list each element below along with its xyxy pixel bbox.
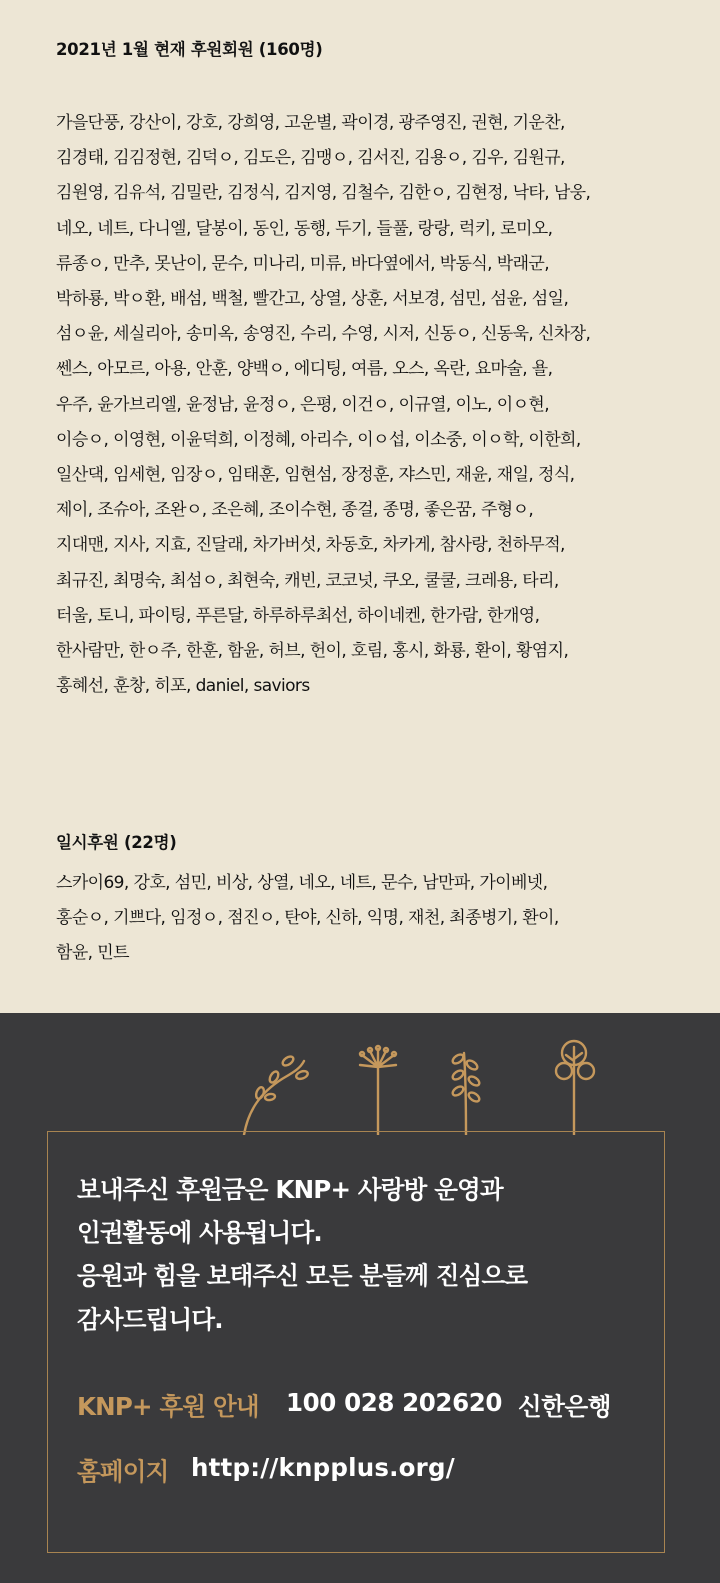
thanks-section xyxy=(0,1013,720,1583)
plant-ornaments-icon xyxy=(230,1031,630,1135)
regular-supporters-title: 2021년 1월 현재 후원회원 (160명) xyxy=(56,40,323,59)
name-line: 스카이69, 강호, 섬민, 비상, 상열, 네오, 네트, 문수, 남만파, 가이베넷, xyxy=(56,873,548,893)
thanks-line: 응원과 힘을 보태주신 모든 분들께 진심으로 xyxy=(77,1261,528,1290)
thanks-line: 인권활동에 사용됩니다. xyxy=(77,1218,322,1247)
homepage-link[interactable]: http://knpplus.org/ xyxy=(191,1453,455,1482)
name-line: 우주, 윤가브리엘, 윤정남, 윤정ㅇ, 은평, 이건ㅇ, 이규열, 이노, 이ㅇ현, xyxy=(56,394,550,415)
name-line: 네오, 네트, 다니엘, 달봉이, 동인, 동행, 두기, 들풀, 랑랑, 럭키, 로미오, xyxy=(56,218,553,239)
name-line: 제이, 조슈아, 조완ㅇ, 조은혜, 조이수현, 종걸, 종명, 좋은꿈, 주형ㅇ, xyxy=(56,500,534,521)
name-line: 지대맨, 지사, 지효, 진달래, 차가버섯, 차동호, 차카게, 참사랑, 천하무적, xyxy=(56,535,565,556)
donation-label: KNP+ 후원 안내 xyxy=(77,1392,259,1421)
name-line: 쎈스, 아모르, 아용, 안훈, 양백ㅇ, 에디팅, 여름, 오스, 옥란, 요마술, 욜, xyxy=(56,359,553,380)
name-line: 최규진, 최명숙, 최섬ㅇ, 최현숙, 캐빈, 코코넛, 쿠오, 쿨쿨, 크레용, 타리, xyxy=(56,570,559,591)
name-line: 가을단풍, 강산이, 강호, 강희영, 고운별, 곽이경, 광주영진, 권현, 기운찬, xyxy=(56,113,565,133)
thanks-line: 감사드립니다. xyxy=(77,1305,223,1334)
name-line: 홍순ㅇ, 기쁘다, 임정ㅇ, 점진ㅇ, 탄야, 신하, 익명, 재천, 최종병기, 환이, xyxy=(56,908,559,929)
name-line: 류종ㅇ, 만추, 못난이, 문수, 미나리, 미류, 바다옆에서, 박동식, 박래군, xyxy=(56,253,550,274)
name-line: 일산댁, 임세현, 임장ㅇ, 임태훈, 임현섬, 장정훈, 쟈스민, 재윤, 재일, 정식, xyxy=(56,465,575,486)
name-line: 박하룡, 박ㅇ환, 배섬, 백철, 빨간고, 상열, 상훈, 서보경, 섬민, 섬윤, 섬일, xyxy=(56,289,569,310)
name-line: 이승ㅇ, 이영현, 이윤덕희, 이정혜, 아리수, 이ㅇ섭, 이소중, 이ㅇ학, 이한희, xyxy=(56,429,581,450)
temporary-supporters-list xyxy=(56,866,676,972)
thanks-line: 보내주신 후원금은 KNP+ 사랑방 운영과 xyxy=(77,1175,503,1204)
name-line: 섬ㅇ윤, 세실리아, 송미옥, 송영진, 수리, 수영, 시저, 신동ㅇ, 신동욱, 신차장, xyxy=(56,324,591,345)
name-line: 한사람만, 한ㅇ주, 한훈, 함윤, 허브, 헌이, 호림, 홍시, 화룡, 환이, 황염지, xyxy=(56,641,569,662)
account-number: 100 028 202620 xyxy=(286,1388,503,1417)
temporary-supporters-title: 일시후원 (22명) xyxy=(56,833,177,852)
name-line: 김경태, 김김정현, 김덕ㅇ, 김도은, 김맹ㅇ, 김서진, 김용ㅇ, 김우, 김원규, xyxy=(56,148,565,169)
homepage-label: 홈페이지 xyxy=(77,1457,169,1486)
name-line: 터울, 토니, 파이팅, 푸른달, 하루하루최선, 하이네켄, 한가람, 한개영, xyxy=(56,605,540,626)
name-line: 홍혜선, 훈창, 히포, daniel, saviors xyxy=(56,676,310,697)
name-line: 함윤, 민트 xyxy=(56,943,129,964)
regular-supporters-list xyxy=(56,106,676,704)
name-line: 김원영, 김유석, 김밀란, 김정식, 김지영, 김철수, 김한ㅇ, 김현정, 낙타, 남웅, xyxy=(56,183,591,204)
bank-name: 신한은행 xyxy=(518,1392,612,1421)
